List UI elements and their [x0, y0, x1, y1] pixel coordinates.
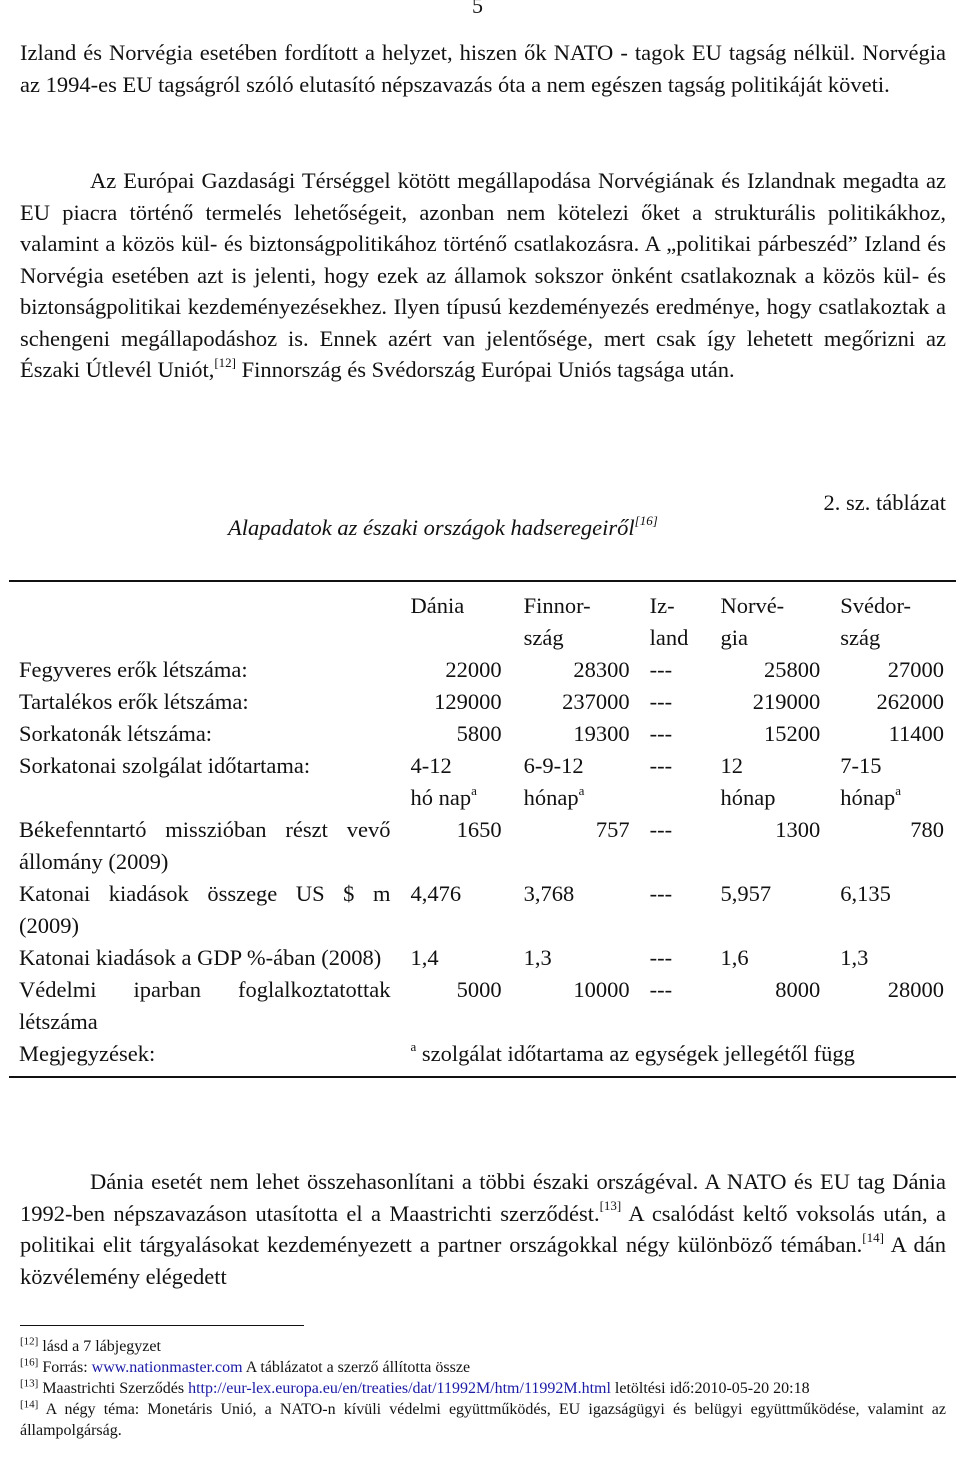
- cell-norway: 25800: [764, 657, 821, 682]
- row-label: Tartalékos erők létszáma:: [19, 689, 249, 714]
- header-sweden: Svédor- szág: [840, 593, 912, 650]
- footnote-16: [16] Forrás: www.nationmaster.com A táblázatot a szerző állította össze: [20, 1356, 471, 1376]
- table-caption-text: Alapadatok az északi országok hadseregeiről: [228, 515, 635, 540]
- row-label: Katonai kiadások összege US $ m (2009): [19, 881, 391, 938]
- header-empty: [9, 582, 396, 654]
- table-row: [9, 718, 956, 750]
- table-caption: [228, 513, 658, 543]
- paragraph-2-main: Az Európai Gazdasági Térséggel kötött megállapodása Norvégiának és Izlandnak megadta az EU piacra történő termelés lehetőségeit, azonban nem kötelezi őket a strukturális politikákhoz, valamint a közös kül- és biztonságpolitikához történő csatlakozásra. A „politikai párbeszéd” Izland és Norvégia esetében azt is jelenti, hogy ezek az államok sokszor önként csatlakoznak a közös kül- és biztonságpolitikai kezdeményezésekhez. Ilyen típusú kezdeményezés eredménye, hogy csatlakoztak a schengeni megállapodáshoz is. Ennek azért van jelentősége, mert csak így lehetett megőrizni az Északi Útlevél Uniót,: [20, 168, 946, 382]
- cell-iceland: ---: [649, 881, 673, 906]
- cell-denmark: 4,476: [410, 881, 462, 906]
- notes-text: $^a$ szolgálat időtartama az egységek jellegétől függ: [410, 1038, 855, 1066]
- footnote-ref-16[interactable]: [16]: [634, 512, 658, 528]
- paragraph-3-part-c: A dán közvélemény elégedett: [20, 1232, 946, 1289]
- row-label: Fegyveres erők létszáma:: [19, 657, 248, 682]
- header-iceland: Iz- land: [649, 593, 689, 650]
- paragraph-2-tail: Finnország és Svédország Európai Uniós tagsága után.: [236, 357, 735, 382]
- footnote-ref-14[interactable]: [14]: [862, 1229, 884, 1245]
- military-data-table: [9, 580, 956, 1078]
- cell-iceland: ---: [649, 977, 673, 1002]
- header-denmark: Dánia: [410, 593, 465, 618]
- page-number: 5: [472, 0, 483, 18]
- cell-denmark: 129000: [434, 689, 502, 714]
- cell-sweden: 7-15 hónap$^a$: [840, 753, 902, 810]
- cell-sweden: 28000: [887, 977, 944, 1002]
- paragraph-3-part-a: Dánia esetét nem lehet összehasonlítani a többi északi országéval. A NATO és EU tag Dánia 1992-ben népszavazáson utasította el a Maastrichti szerződést.: [20, 1169, 946, 1226]
- table-header-row: [9, 582, 956, 654]
- cell-iceland: ---: [649, 945, 673, 970]
- cell-finland: 28300: [573, 657, 630, 682]
- cell-iceland: ---: [649, 657, 673, 682]
- cell-norway: 15200: [764, 721, 821, 746]
- footnote-ref-13[interactable]: [13]: [599, 1198, 622, 1213]
- paragraph-denmark: [20, 1166, 946, 1292]
- footnote-14: [14] A négy téma: Monetáris Unió, a NATO-n kívüli védelmi együttműködés, EU igazságügyi és belügyi együttműködése, valamint az állampolgárság.: [20, 1398, 946, 1439]
- row-label: Sorkatonai szolgálat időtartama:: [19, 753, 311, 778]
- cell-norway: 8000: [775, 977, 821, 1002]
- table-row: [9, 814, 956, 878]
- cell-sweden: 262000: [876, 689, 944, 714]
- cell-finland: 237000: [562, 689, 630, 714]
- cell-denmark: 22000: [445, 657, 502, 682]
- cell-sweden: 1,3: [840, 945, 869, 970]
- header-norway: Norvé- gia: [720, 593, 785, 650]
- cell-finland: 1,3: [523, 945, 552, 970]
- cell-finland: 757: [595, 817, 630, 842]
- row-label: Sorkatonák létszáma:: [19, 721, 213, 746]
- table-row: [9, 686, 956, 718]
- header-finland: Finnor- szág: [523, 593, 591, 650]
- cell-finland: 3,768: [523, 881, 575, 906]
- paragraph-eea: [20, 165, 946, 386]
- table-number: 2. sz. táblázat: [823, 490, 946, 515]
- cell-iceland: ---: [649, 689, 673, 714]
- table-notes-row: [9, 1038, 956, 1076]
- nationmaster-link[interactable]: www.nationmaster.com: [91, 1359, 243, 1376]
- table-row: [9, 974, 956, 1038]
- footnote-ref-12[interactable]: [12]: [214, 354, 236, 370]
- cell-sweden: 27000: [887, 657, 944, 682]
- paragraph-3-part-b: A csalódást keltő voksolás után, a politikai elit tárgyalásokat kezdeményezett a partner országokkal négy különböző témában.: [20, 1200, 946, 1257]
- paragraph-1-text: Izland és Norvégia esetében fordított a helyzet, hiszen ők NATO - tagok EU tagság nélkül. Norvégia az 1994-es EU tagságról szóló elutasító népszavazás óta a nem egészen tagság politikáját követi.: [20, 40, 946, 97]
- paragraph-3-text: [20, 1166, 946, 1292]
- row-label: Védelmi iparban foglalkoztatottak létszáma: [19, 977, 391, 1034]
- cell-denmark: 1,4: [410, 945, 439, 970]
- cell-sweden: 6,135: [840, 881, 891, 906]
- cell-finland: 6-9-12 hónap$^a$: [523, 753, 585, 810]
- cell-iceland: ---: [649, 817, 673, 842]
- table-row: [9, 654, 956, 686]
- footnote-divider: [20, 1325, 304, 1326]
- table-row: [9, 942, 956, 974]
- cell-iceland: ---: [649, 753, 673, 778]
- paragraph-2-text: [20, 165, 946, 386]
- cell-norway: 219000: [752, 689, 821, 714]
- cell-denmark: 5800: [456, 721, 502, 746]
- cell-denmark: 5000: [456, 977, 502, 1002]
- cell-norway: 12 hónap: [720, 753, 776, 810]
- cell-sweden: 11400: [888, 721, 944, 746]
- cell-iceland: ---: [649, 721, 673, 746]
- cell-finland: 10000: [573, 977, 630, 1002]
- cell-norway: 5,957: [720, 881, 772, 906]
- paragraph-iceland-norway: [20, 37, 946, 100]
- cell-finland: 19300: [573, 721, 630, 746]
- cell-denmark: 1650: [456, 817, 502, 842]
- footnotes: [20, 1336, 946, 1441]
- row-label: Békefenntartó misszióban részt vevő állomány (2009): [19, 817, 391, 874]
- cell-norway: 1,6: [720, 945, 749, 970]
- footnote-13: [13] Maastrichti Szerződés http://eur-lex.europa.eu/en/treaties/dat/11992M/htm/11992M.html letöltési idő:2010-05-20 20:18: [20, 1377, 810, 1397]
- table-row: [9, 750, 956, 814]
- cell-denmark: 4-12 hó nap$^a$: [410, 753, 477, 810]
- cell-norway: 1300: [775, 817, 821, 842]
- cell-sweden: 780: [910, 817, 944, 842]
- eur-lex-link[interactable]: http://eur-lex.europa.eu/en/treaties/dat/11992M/htm/11992M.html: [188, 1380, 611, 1397]
- footnote-12: [12] lásd a 7 lábjegyzet: [20, 1335, 161, 1355]
- notes-label: Megjegyzések:: [19, 1041, 156, 1066]
- table-row: [9, 878, 956, 942]
- row-label: Katonai kiadások a GDP %-ában (2008): [19, 945, 382, 970]
